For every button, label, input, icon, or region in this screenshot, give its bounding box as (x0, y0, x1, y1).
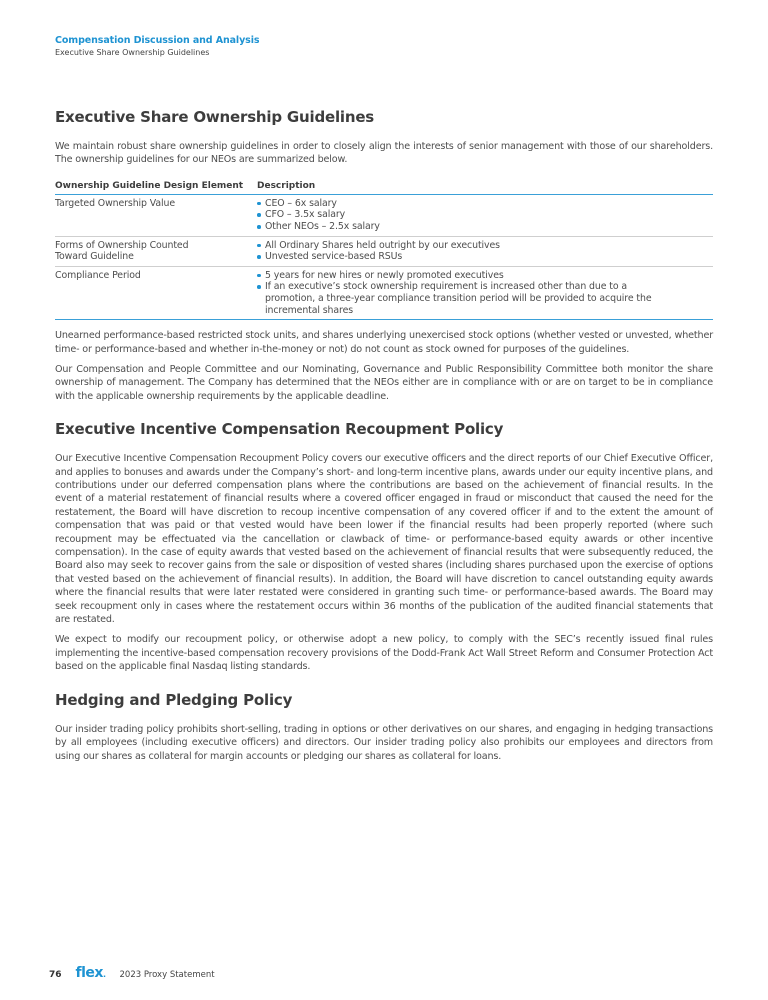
hedging-heading: Hedging and Pledging Policy (55, 690, 293, 709)
description (257, 266, 713, 319)
running-header (55, 35, 259, 57)
ownership-paragraph: Unearned performance-based restricted stock units, and shares underlying unexercised stock options (whether vested or unvested, whether time- or performance-based and whether in-the-money or not) do not count as stock owned for purposes of the guidelines. (55, 330, 713, 355)
description (257, 236, 713, 266)
bullet-item: 5 years for new hires or newly promoted executives (257, 270, 673, 282)
recoupment-paragraph: We expect to modify our recoupment policy, or otherwise adopt a new policy, to comply with the SEC’s recently issued final rules implementing the incentive-based compensation recovery provisions of the Dodd-Frank Act Wall Street Reform and Consumer Protection Act based on the applicable final Nasdaq listing standards. (55, 634, 713, 673)
ownership-intro: We maintain robust share ownership guidelines in order to closely align the interests of senior management with those of our shareholders. The ownership guidelines for our NEOs are summarized below. (55, 141, 713, 166)
table-row (55, 266, 713, 319)
column-header: Description (257, 179, 713, 195)
hedging-paragraph: Our insider trading policy prohibits short-selling, trading in options or other derivatives on our shares, and engaging in hedging transactions by all employees (including executive officers) and directors. Our insider trading policy also prohibits our employees and directors from using our shares as collateral for margin accounts or pledging our shares as collateral for loans. (55, 723, 713, 762)
bullet-item: Unvested service-based RSUs (257, 251, 713, 263)
recoupment-heading: Executive Incentive Compensation Recoupment Policy (55, 420, 504, 439)
column-header: Ownership Guideline Design Element (55, 179, 257, 195)
section-title: Compensation Discussion and Analysis (55, 35, 260, 46)
subsection-title: Executive Share Ownership Guidelines (55, 48, 210, 57)
page-content (55, 108, 713, 763)
table-row (55, 236, 713, 266)
ownership-guidelines-table (55, 179, 713, 320)
design-element: Compliance Period (55, 266, 257, 319)
description (257, 194, 713, 236)
recoupment-paragraph: Our Executive Incentive Compensation Recoupment Policy covers our executive officers and the direct reports of our Chief Executive Officer, and applies to bonuses and awards under the Company’s short- and long-term incentive plans, awards under our equity incentive plans, and contributions under our deferred compensation plans where the contributions are based on the achievement of financial results. In the event of a material restatement of financial results where a covered officer engaged in fraud or misconduct that caused the need for the restatement, the Board will have discretion to recoup incentive compensation of any covered officer if and to the extent the amount of compensation that was paid or that vested would have been lower if the financial results had been properly reported (where such recoupment may be effectuated via the cancellation or clawback of time- or performance-based equity awards or other incentive compensation). In the case of equity awards that vested based on the achievement of financial results that were subsequently reduced, the Board also may seek to recover gains from the sale or disposition of vested shares (including shares purchased upon the exercise of options that vested based on the achievement of financial results). In addition, the Board will have discretion to cancel outstanding equity awards where the financial results that were later restated were considered in granting such time- or performance-based awards. The Board may seek recoupment only in cases where the restatement occurs within 36 months of the publication of the audited financial statements that are restated. (55, 453, 713, 626)
design-element: Targeted Ownership Value (55, 194, 257, 236)
design-element (55, 236, 257, 266)
bullet-list (257, 270, 713, 316)
ownership-paragraph: Our Compensation and People Committee and our Nominating, Governance and Public Responsibility Committee both monitor the share ownership of management. The Company has determined that the NEOs either are in compliance with or are on target to be in compliance with the applicable ownership requirements by the applicable deadline. (55, 363, 713, 402)
bullet-item: CEO – 6x salary (257, 198, 713, 210)
bullet-item: If an executive’s stock ownership requirement is increased other than due to a promotion, a three-year compliance transition period will be provided to acquire the incremental shares (257, 281, 673, 316)
page-footer (49, 965, 215, 981)
bullet-item: CFO – 3.5x salary (257, 209, 713, 221)
bullet-list (257, 240, 713, 263)
bullet-item: Other NEOs – 2.5x salary (257, 221, 713, 233)
document-title: 2023 Proxy Statement (119, 970, 215, 980)
table-header-row (55, 179, 713, 195)
bullet-item: All Ordinary Shares held outright by our executives (257, 240, 713, 252)
design-element-label: Forms of Ownership Counted Toward Guideline (55, 239, 189, 263)
ownership-heading: Executive Share Ownership Guidelines (55, 108, 375, 126)
logo-dot-icon: . (102, 970, 106, 979)
bullet-list (257, 198, 713, 233)
table-row (55, 194, 713, 236)
logo-text: flex (75, 965, 103, 981)
flex-logo (76, 965, 106, 981)
page-number: 76 (49, 970, 62, 980)
